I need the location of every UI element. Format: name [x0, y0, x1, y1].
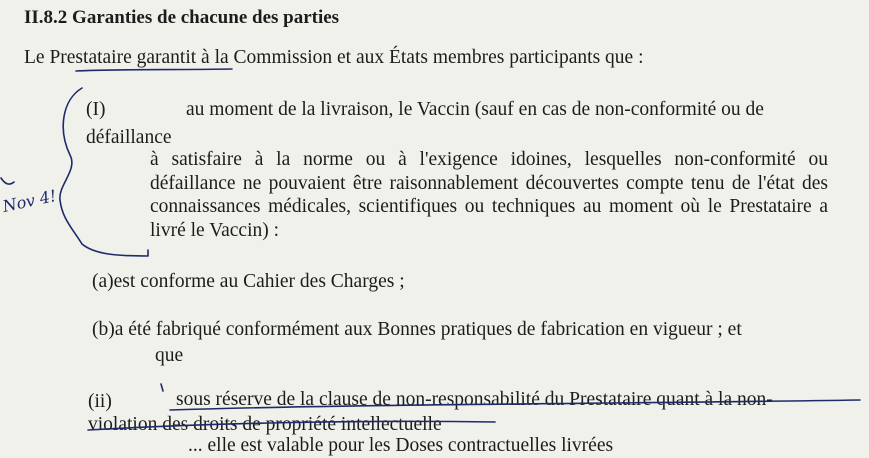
handwritten-annotation: Nov 4!	[0, 186, 59, 216]
item-ii-text: sous réserve de la clause de non-responsabilité du Prestataire quant à la non-	[176, 389, 773, 410]
section-heading: II.8.2 Garanties de chacune des parties	[24, 7, 340, 28]
annotation-mark-arrow	[1, 178, 14, 184]
item-ii-continuation: violation des droits de propriété intellectuelle	[88, 414, 442, 435]
item-a-text: est conforme au Cahier des Charges ;	[113, 271, 405, 292]
item-i-label: (I)	[86, 99, 106, 120]
item-a	[92, 270, 405, 294]
item-i-continuation: défaillance	[86, 127, 172, 148]
intro-paragraph: Le Prestataire garantit à la Commission et aux États membres participants que :	[24, 47, 644, 68]
item-ii-label: (ii)	[88, 391, 112, 412]
item-a-label: (a)	[92, 271, 114, 292]
item-b	[92, 318, 742, 342]
item-i-block: à satisfaire à la norme ou à l'exigence idoines, lesquelles non-conformité ou défaillance ne pouvaient être raisonnablement découvertes compte tenu de l'état des connaissances médicales, scientifiques ou techniques au moment où le Prestataire a livré le Vaccin) :	[150, 149, 828, 241]
item-i-text: au moment de la livraison, le Vaccin (sauf en cas de non-conformité ou de	[186, 99, 764, 120]
tick-mark	[161, 384, 163, 391]
item-b-text: a été fabriqué conformément aux Bonnes pratiques de fabrication en vigueur ; et	[114, 319, 742, 340]
item-b-continuation: que	[155, 345, 184, 366]
item-b-label: (b)	[92, 319, 115, 340]
cut-off-line: ... elle est valable pour les Doses contractuelles livrées	[188, 435, 614, 456]
